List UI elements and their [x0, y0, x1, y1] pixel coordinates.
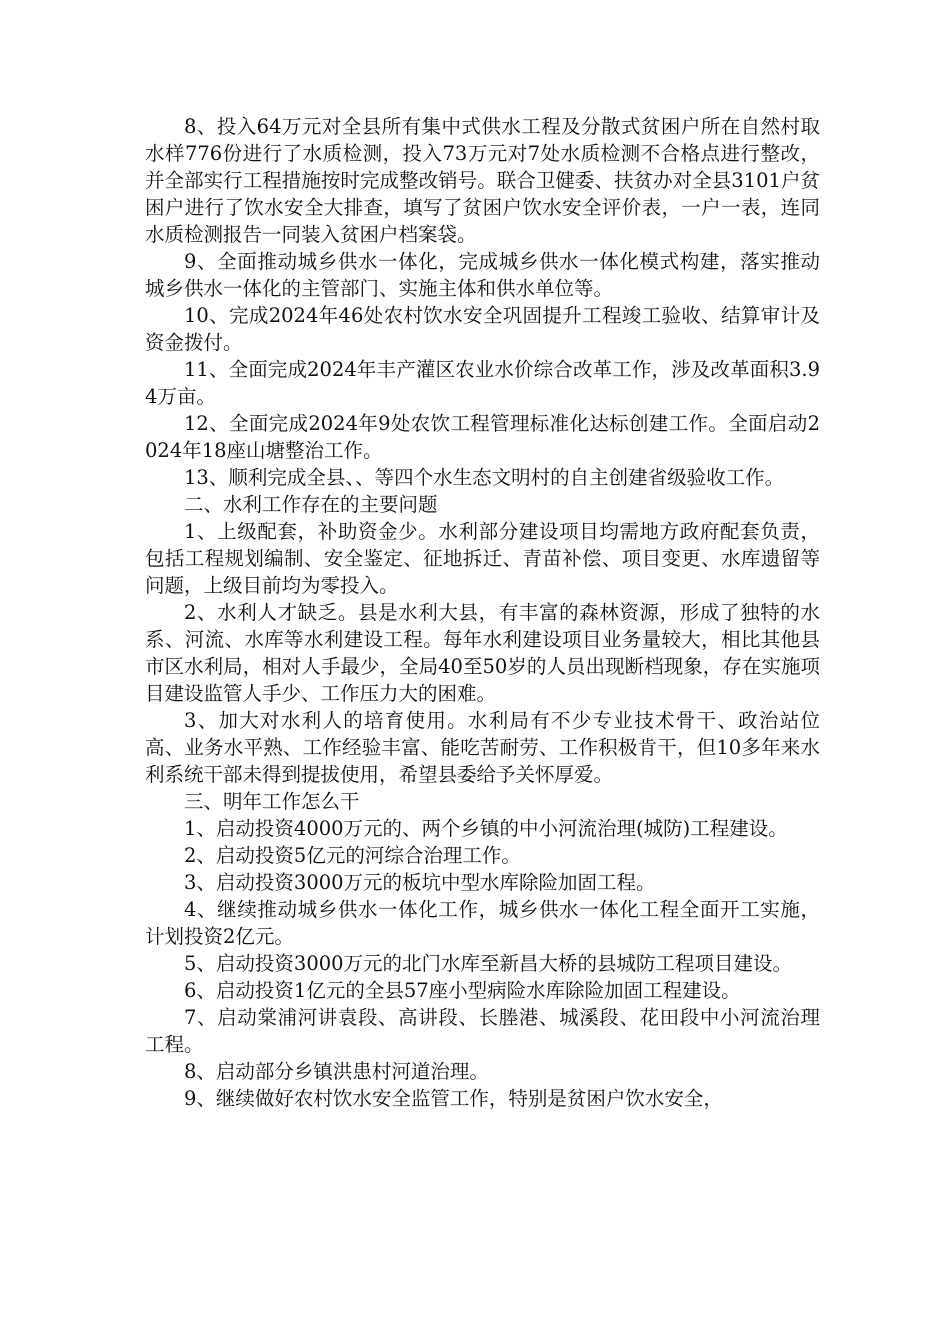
paragraph-item-13-eco-villages: 13、顺利完成全县、、等四个水生态文明村的自主创建省级验收工作。	[184, 466, 785, 489]
paragraph-problem-2-talent: 2、水利人才缺乏。县是水利大县，有丰富的森林资源，形成了独特的水系、河流、水库等水利建设工程。每年水利建设项目业务量较大，相比其他县市区水利局，相对人手最少，全局40至50岁的人员出现断档现象，存在实施项目建设监管人手少、工作压力大的困难。	[145, 601, 820, 705]
paragraph-plan-7: 7、启动棠浦河讲袁段、高讲段、长塍港、城溪段、花田段中小河流治理工程。	[145, 1006, 820, 1056]
paragraph-plan-3: 3、启动投资3000万元的板坑中型水库除险加固工程。	[184, 871, 656, 894]
paragraph-item-10-acceptance: 10、完成2024年46处农村饮水安全巩固提升工程竣工验收、结算审计及资金拨付。	[145, 304, 820, 354]
section-heading-next-year: 三、明年工作怎么干	[184, 790, 360, 813]
paragraph-plan-2: 2、启动投资5亿元的河综合治理工作。	[184, 844, 521, 867]
paragraph-plan-8: 8、启动部分乡镇洪患村河道治理。	[184, 1060, 489, 1083]
paragraph-problem-3-training: 3、加大对水利人的培育使用。水利局有不少专业技术骨干、政治站位高、业务水平熟、工作经验丰富、能吃苦耐劳、工作积极肯干，但10多年来水利系统干部未得到提拔使用，希望县委给予关怀厚爱。	[145, 709, 820, 786]
paragraph-plan-5: 5、启动投资3000万元的北门水库至新昌大桥的县城防工程项目建设。	[184, 952, 793, 975]
document-page	[145, 113, 820, 1112]
paragraph-plan-6: 6、启动投资1亿元的全县57座小型病险水库除险加固工程建设。	[184, 979, 741, 1002]
section-heading-problems: 二、水利工作存在的主要问题	[184, 493, 438, 516]
paragraph-item-9-urban-rural-supply: 9、全面推动城乡供水一体化，完成城乡供水一体化模式构建，落实推动城乡供水一体化的主管部门、实施主体和供水单位等。	[145, 250, 820, 300]
paragraph-plan-1: 1、启动投资4000万元的、两个乡镇的中小河流治理(城防)工程建设。	[184, 817, 788, 840]
paragraph-item-12-standardization: 12、全面完成2024年9处农饮工程管理标准化达标创建工作。全面启动2024年18座山塘整治工作。	[145, 412, 820, 462]
paragraph-item-11-water-price-reform: 11、全面完成2024年丰产灌区农业水价综合改革工作，涉及改革面积3.94万亩。	[145, 358, 820, 408]
paragraph-plan-4: 4、继续推动城乡供水一体化工作，城乡供水一体化工程全面开工实施，计划投资2亿元。	[145, 898, 820, 948]
paragraph-problem-1-funding: 1、上级配套，补助资金少。水利部分建设项目均需地方政府配套负责，包括工程规划编制、安全鉴定、征地拆迁、青苗补偿、项目变更、水库遗留等问题，上级目前均为零投入。	[145, 520, 820, 597]
paragraph-item-8-water-testing: 8、投入64万元对全县所有集中式供水工程及分散式贫困户所在自然村取水样776份进行了水质检测，投入73万元对7处水质检测不合格点进行整改，并全部实行工程措施按时完成整改销号。联合卫健委、扶贫办对全县3101户贫困户进行了饮水安全大排查，填写了贫困户饮水安全评价表，一户一表，连同水质检测报告一同装入贫困户档案袋。	[145, 115, 820, 246]
paragraph-plan-9: 9、继续做好农村饮水安全监管工作，特别是贫困户饮水安全，	[184, 1087, 723, 1110]
